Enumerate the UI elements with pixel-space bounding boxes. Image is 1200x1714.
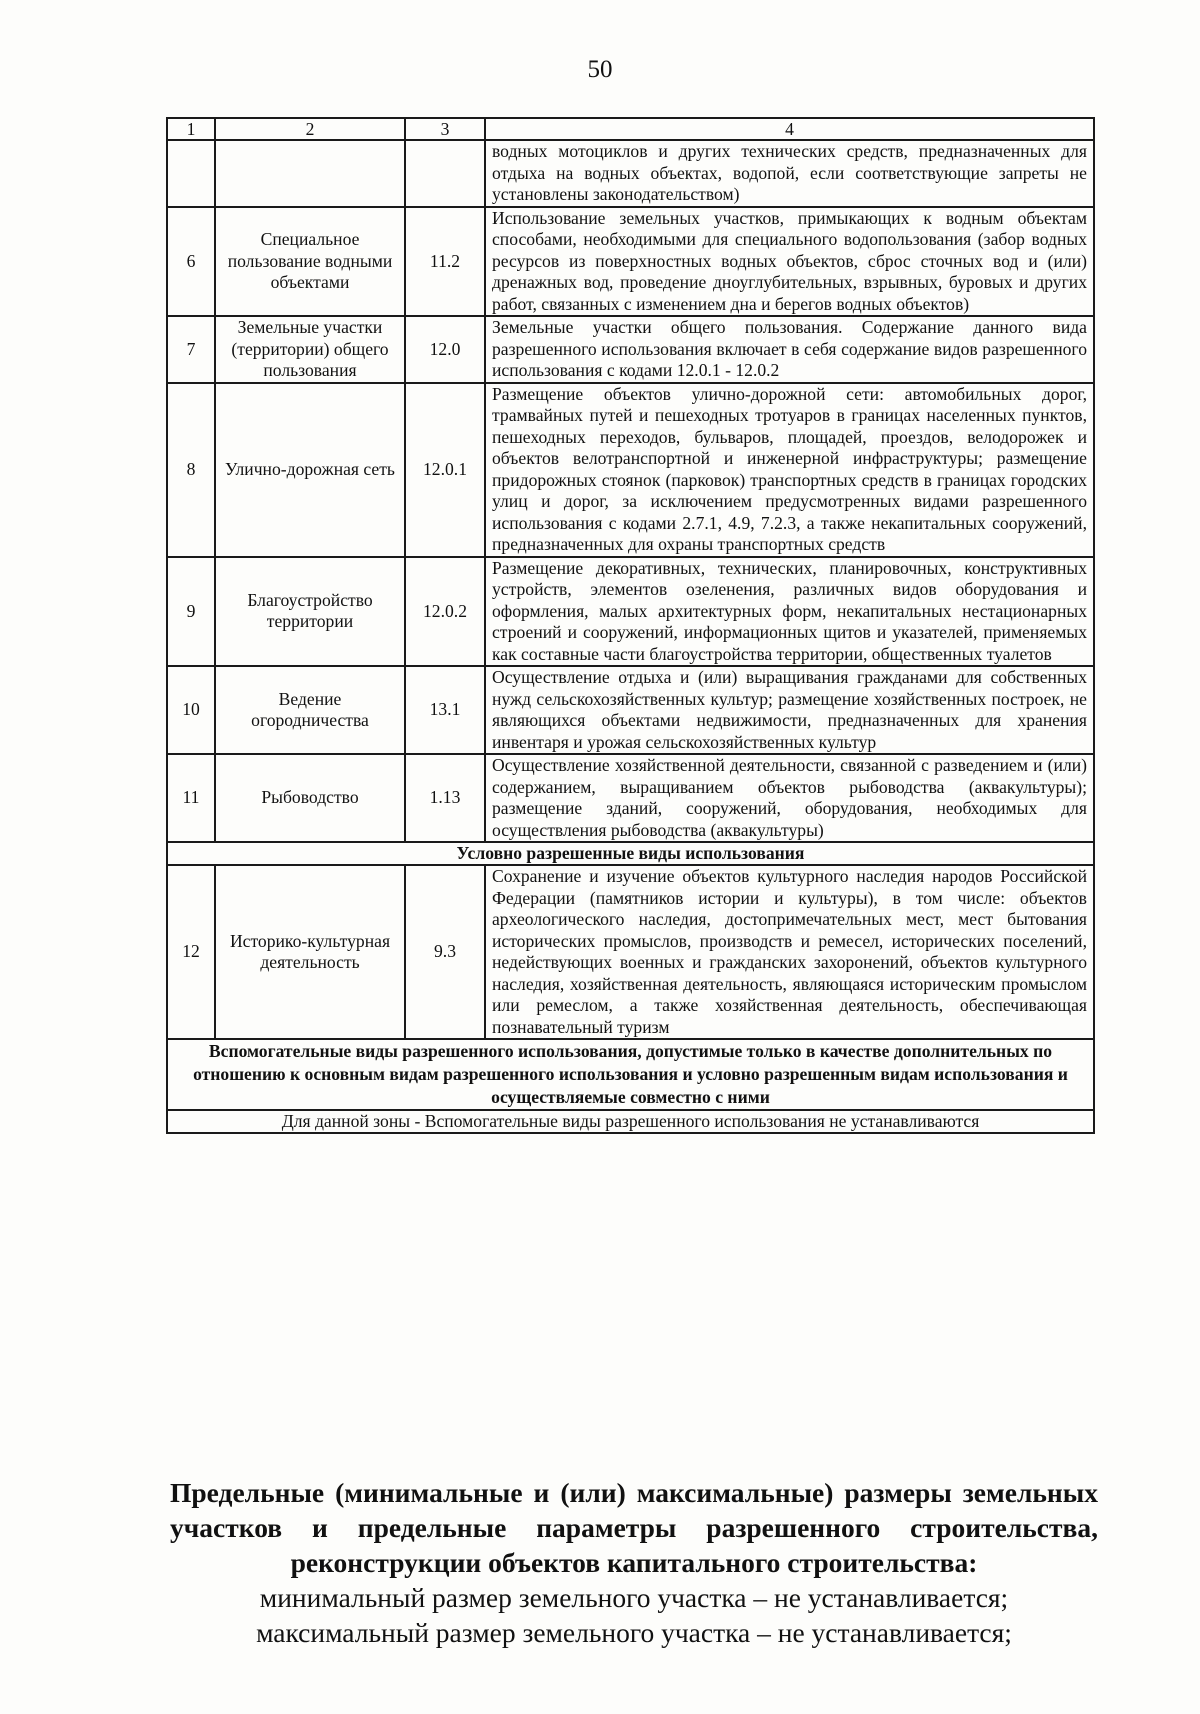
use-type-code: 12.0 (405, 316, 485, 383)
table-header-row (167, 118, 1094, 140)
header-col-2: 2 (215, 118, 405, 140)
use-type-name: Специальное пользование водными объектами (215, 207, 405, 317)
use-type-description: Осуществление хозяйственной деятельности, связанной с разведением и (или) содержанием, выращиванием объектов рыбоводства (аквакультуры); размещение зданий, сооружений, оборудования, необходимых для осуществления рыбоводства (аквакультуры) (485, 754, 1094, 842)
use-type-description: Земельные участки общего пользования. Содержание данного вида разрешенного использования включает в себя содержание видов разрешенного использования с кодами 12.0.1 - 12.0.2 (485, 316, 1094, 383)
row-number: 10 (167, 666, 215, 754)
max-size-line: максимальный размер земельного участка – не устанавливается; (256, 1617, 1012, 1648)
use-type-name: Рыбоводство (215, 754, 405, 842)
table-row (167, 754, 1094, 842)
row-number: 9 (167, 557, 215, 667)
table-row (167, 865, 1094, 1039)
use-type-code: 12.0.2 (405, 557, 485, 667)
header-col-4: 4 (485, 118, 1094, 140)
use-type-description: Размещение объектов улично-дорожной сети: автомобильных дорог, трамвайных путей и пешеходных тротуаров в границах населенных пунктов, пешеходных переходов, бульваров, площадей, проездов, велодорожек и объектов велотранспортной и инженерной инфраструктуры; размещение придорожных стоянок (парковок) транспортных средств в границах городских улиц и дорог, за исключением предусмотренных видами разрешенного использования с кодами 2.7.1, 4.9, 7.2.3, а также некапитальных сооружений, предназначенных для охраны транспортных средств (485, 383, 1094, 557)
conditional-section-row (167, 842, 1094, 865)
use-type-description: Размещение декоративных, технических, планировочных, конструктивных устройств, элементов озеленения, различных видов оборудования и оформления, малых архитектурных форм, некапитальных нестационарных строений и сооружений, информационных щитов и указателей, применяемых как составные части благоустройства территории, общественных туалетов (485, 557, 1094, 667)
use-type-description: водных мотоциклов и других технических средств, предназначенных для отдыха на водных объектах, водопой, если соответствующие запреты не установлены законодательством) (485, 140, 1094, 207)
row-number: 6 (167, 207, 215, 317)
table-row (167, 316, 1094, 383)
use-type-description: Сохранение и изучение объектов культурного наследия народов Российской Федерации (памятников истории и культуры), в том числе: объектов археологического наследия, достопримечательных мест, мест бытования исторических промыслов, производств и ремесел, исторических поселений, недействующих военных и гражданских захоронений, объектов культурного наследия, хозяйственная деятельность, являющаяся историческим промыслом или ремеслом, а также хозяйственная деятельность, обеспечивающая познавательный туризм (485, 865, 1094, 1039)
use-type-code: 13.1 (405, 666, 485, 754)
limits-heading: Предельные (минимальные и (или) максимальные) размеры земельных участков и предельные параметры разрешенного строительства, реконструкции объектов капитального строительства: (170, 1477, 1098, 1578)
auxiliary-note-row (167, 1110, 1094, 1133)
table-row (167, 383, 1094, 557)
use-type-code: 12.0.1 (405, 383, 485, 557)
table-row (167, 557, 1094, 667)
header-col-1: 1 (167, 118, 215, 140)
auxiliary-section-title: Вспомогательные виды разрешенного использования, допустимые только в качестве дополнительных по отношению к основным видам разрешенного использования и условно разрешенным видам использования и осуществляемые совместно с ними (167, 1039, 1094, 1110)
use-type-name: Историко-культурная деятельность (215, 865, 405, 1039)
use-type-code: 9.3 (405, 865, 485, 1039)
auxiliary-note: Для данной зоны - Вспомогательные виды разрешенного использования не устанавливаются (167, 1110, 1094, 1133)
header-col-3: 3 (405, 118, 485, 140)
use-type-name (215, 140, 405, 207)
min-size-line: минимальный размер земельного участка – не устанавливается; (259, 1582, 1009, 1613)
page-number: 50 (587, 56, 613, 83)
limits-section (170, 1475, 1098, 1650)
land-use-table (166, 117, 1095, 1134)
row-number: 8 (167, 383, 215, 557)
use-type-name: Благоустройство территории (215, 557, 405, 667)
auxiliary-section-row (167, 1039, 1094, 1110)
use-type-code: 11.2 (405, 207, 485, 317)
row-number: 12 (167, 865, 215, 1039)
use-type-name: Ведение огородничества (215, 666, 405, 754)
use-type-description: Осуществление отдыха и (или) выращивания гражданами для собственных нужд сельскохозяйственных культур; размещение хозяйственных построек, не являющихся объектами недвижимости, предназначенных для хранения инвентаря и урожая сельскохозяйственных культур (485, 666, 1094, 754)
row-number: 11 (167, 754, 215, 842)
use-type-name: Улично-дорожная сеть (215, 383, 405, 557)
use-type-code: 1.13 (405, 754, 485, 842)
row-number (167, 140, 215, 207)
table-row (167, 666, 1094, 754)
table-row (167, 140, 1094, 207)
use-type-code (405, 140, 485, 207)
use-type-name: Земельные участки (территории) общего пользования (215, 316, 405, 383)
row-number: 7 (167, 316, 215, 383)
use-type-description: Использование земельных участков, примыкающих к водным объектам способами, необходимыми для специального водопользования (забор водных ресурсов из поверхностных водных объектов, сброс сточных вод и (или) дренажных вод, проведение дноуглубительных, взрывных, буровых и других работ, связанных с изменением дна и берегов водных объектов) (485, 207, 1094, 317)
table-row (167, 207, 1094, 317)
conditional-section-title: Условно разрешенные виды использования (167, 842, 1094, 865)
